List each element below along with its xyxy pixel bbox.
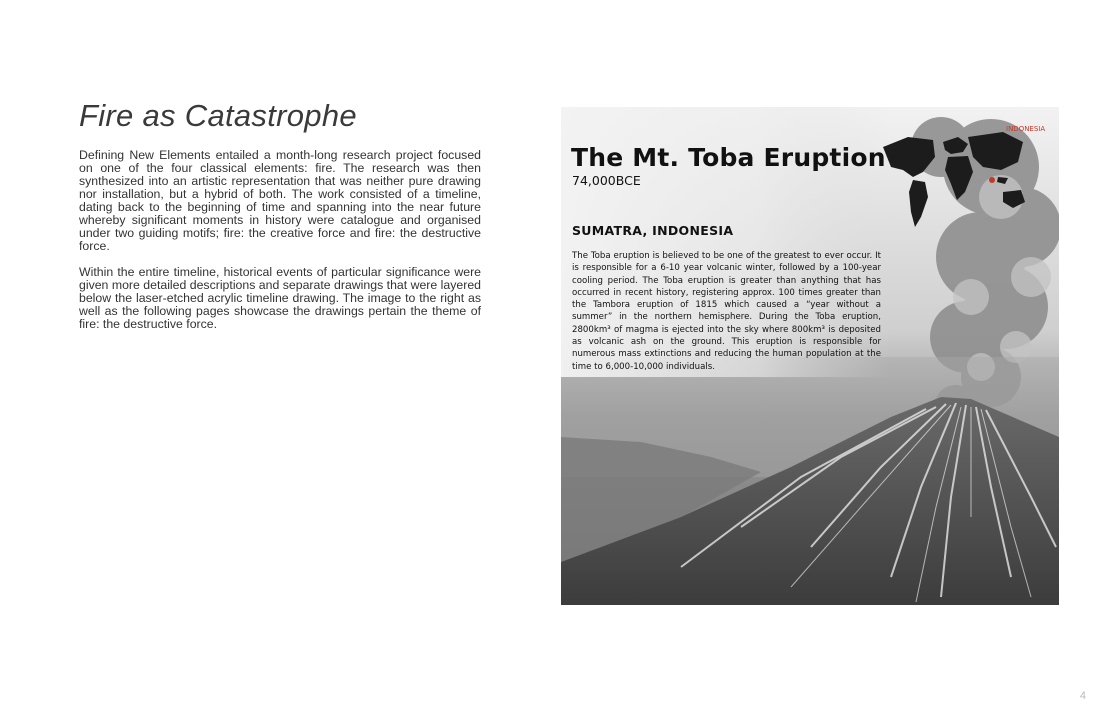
poster-location: SUMATRA, INDONESIA <box>572 223 734 238</box>
world-map-icon <box>873 122 1033 232</box>
timeline-paragraph: Within the entire timeline, historical events of particular significance were given more detailed descriptions and separate drawings that were layered below the laser-etched acrylic timeline drawing. The image to the right as well as the following pages showcase the drawings pertain the theme of fire: the destructive force. <box>79 265 481 331</box>
poster-date: 74,000BCE <box>572 173 641 188</box>
intro-paragraph: Defining New Elements entailed a month-long research project focused on one of the four classical elements: fire. The research was then synthesized into an artistic representation that was neither pure drawing nor installation, but a hybrid of both. The work consisted of a timeline, dating back to the beginning of time and spanning into the near future whereby significant moments in history were catalogue and organised under two guiding motifs; fire: the creative force and fire: the destructive force. <box>79 148 481 253</box>
poster-title: The Mt. Toba Eruption <box>571 143 886 172</box>
poster-description: The Toba eruption is believed to be one of the greatest to ever occur. It is responsible for a 6-10 year volcanic winter, followed by a 100-year cooling period. The Toba eruption is greater than anything that has occurred in recent history, registering approx. 100 times greater than the Tambora eruption of 1815 which caused a “year without a summer” in the northern hemisphere. During the Toba eruption, 2800km³ of magma is ejected into the sky where 800km³ is deposited as volcanic ash on the ground. This eruption is responsible for numerous mass extinctions and reducing the human population at the time to 6,000-10,000 individuals. <box>572 251 881 372</box>
map-location-label: INDONESIA <box>1006 125 1046 133</box>
body-text <box>79 149 481 344</box>
page-title: Fire as Catastrophe <box>79 98 357 133</box>
page-number: 4 <box>1079 690 1086 702</box>
toba-eruption-poster <box>561 107 1059 605</box>
